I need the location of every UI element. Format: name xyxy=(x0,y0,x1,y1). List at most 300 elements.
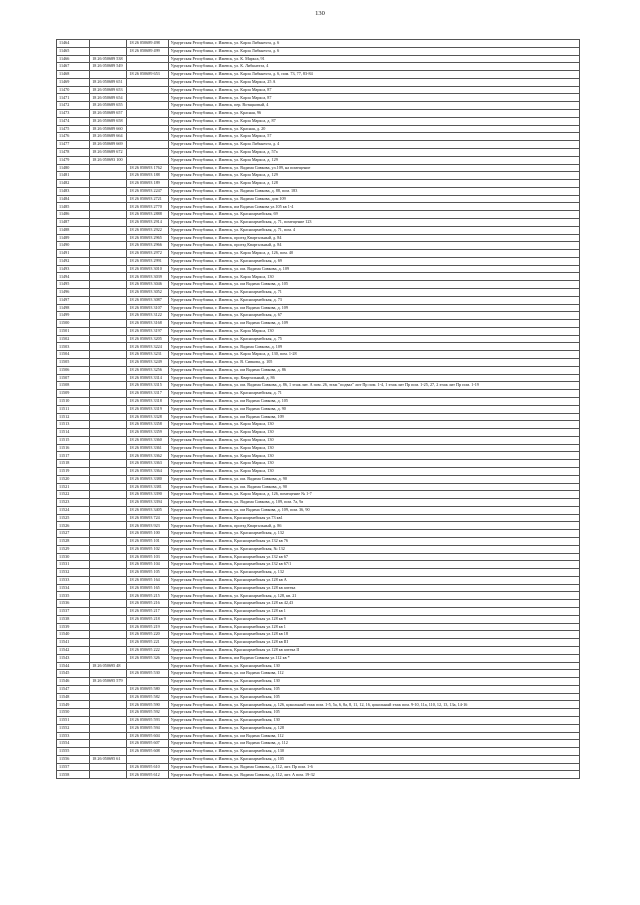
table-row xyxy=(57,538,580,546)
table-row xyxy=(57,397,580,405)
address-cell: Удмуртская Республика, г. Ижевск, ул. Красноармейская, д. 132 xyxy=(168,530,579,538)
cadastral-number-a-cell xyxy=(90,312,127,320)
cadastral-number-b-cell: 18 26 050693 3205 xyxy=(127,335,168,343)
table-row xyxy=(57,436,580,444)
row-number-cell: 11556 xyxy=(57,755,90,763)
cadastral-number-b-cell: 18 26 050695 103 xyxy=(127,553,168,561)
property-table xyxy=(56,39,580,779)
address-cell: Удмуртская Республика, г. Ижевск, ул. Красноармейская, д. 71, помещение 123 xyxy=(168,218,579,226)
cadastral-number-b-cell: 18 26 050693 2991 xyxy=(127,257,168,265)
address-cell: Удмуртская Республика, г. Ижевск, ул. им Вадима Сивкова, д. 86 xyxy=(168,366,579,374)
cadastral-number-a-cell xyxy=(90,234,127,242)
row-number-cell: 11552 xyxy=(57,724,90,732)
cadastral-number-b-cell: 18 26 050695 612 xyxy=(127,771,168,779)
table-row xyxy=(57,242,580,250)
address-cell: Удмуртская Республика, г. Ижевск, ул. им Вадима Сивкова, д. 109, пом. 36, 90 xyxy=(168,506,579,514)
cadastral-number-b-cell: 18 26 050695 610 xyxy=(127,763,168,771)
cadastral-number-a-cell xyxy=(90,467,127,475)
table-row xyxy=(57,187,580,195)
row-number-cell: 11550 xyxy=(57,709,90,717)
table-row xyxy=(57,553,580,561)
row-number-cell: 11479 xyxy=(57,156,90,164)
table-row xyxy=(57,203,580,211)
address-cell: Удмуртская Республика, г. Ижевск, ул. им Вадима Сивкова, 109 xyxy=(168,413,579,421)
address-cell: Удмуртская Республика, г. Ижевск, ул. им. Вадима Сивкова, д. 86, 1 этаж лит. А пом. 26, этаж "подвал" лит Пр пом. 1-4, 1 этаж лит Пр пом. 1-25, 27, 2 этаж лит Пр пом. 1-19 xyxy=(168,382,579,390)
cadastral-number-a-cell xyxy=(90,693,127,701)
address-cell: Удмуртская Республика, г. Ижевск, ул. Карла Маркса, 87 xyxy=(168,94,579,102)
table-row xyxy=(57,413,580,421)
table-row xyxy=(57,211,580,219)
cadastral-number-b-cell: 18 26 050693 3168 xyxy=(127,320,168,328)
cadastral-number-a-cell xyxy=(90,405,127,413)
address-cell: Удмуртская Республика, г. Ижевск, Красноармейская ул.132 кв 67 xyxy=(168,553,579,561)
cadastral-number-b-cell: 18 26 050693 3052 xyxy=(127,289,168,297)
address-cell: Удмуртская Республика, г. Ижевск, ул. Красноармейская, д. 73 xyxy=(168,296,579,304)
cadastral-number-a-cell xyxy=(90,242,127,250)
cadastral-number-b-cell: 18 26 050693 3362 xyxy=(127,452,168,460)
address-cell: Удмуртская Республика, г. Ижевск, ул. Карла Либкнехта, д. 6, пом. 73, 77, 83-84 xyxy=(168,71,579,79)
row-number-cell: 11544 xyxy=(57,662,90,670)
address-cell: Удмуртская Республика, г. Ижевск, проезд Квартальный, д. 84 xyxy=(168,234,579,242)
address-cell: Удмуртская Республика, г. Ижевск, ул. Красноармейская, № 132 xyxy=(168,545,579,553)
cadastral-number-a-cell xyxy=(90,491,127,499)
address-cell: Удмуртская Республика, г. Ижевск, ул. Карла Маркса, д. 126, пом. 40 xyxy=(168,250,579,258)
table-row xyxy=(57,351,580,359)
cadastral-number-b-cell: 18 26 050693 3107 xyxy=(127,304,168,312)
row-number-cell: 11482 xyxy=(57,180,90,188)
row-number-cell: 11539 xyxy=(57,623,90,631)
table-row xyxy=(57,475,580,483)
table-row xyxy=(57,716,580,724)
table-row xyxy=(57,78,580,86)
address-cell: Удмуртская Республика, г. Ижевск, ул. Красноармейская, д. 75 xyxy=(168,335,579,343)
table-row xyxy=(57,592,580,600)
table-row xyxy=(57,662,580,670)
cadastral-number-b-cell: 18 26 050693 3039 xyxy=(127,273,168,281)
table-row xyxy=(57,499,580,507)
cadastral-number-b-cell: 18 26 050693 2966 xyxy=(127,242,168,250)
row-number-cell: 11465 xyxy=(57,47,90,55)
row-number-cell: 11467 xyxy=(57,63,90,71)
cadastral-number-a-cell xyxy=(90,522,127,530)
page-number: 130 xyxy=(315,10,325,17)
cadastral-number-a-cell xyxy=(90,180,127,188)
cadastral-number-a-cell xyxy=(90,608,127,616)
address-cell: Удмуртская Республика, г. Ижевск, ул. Карла Маркса, 130 xyxy=(168,429,579,437)
address-cell: Удмуртская Республика, г. Ижевск, ул. Красноармейская, д. 71 xyxy=(168,390,579,398)
table-row xyxy=(57,429,580,437)
row-number-cell: 11545 xyxy=(57,670,90,678)
cadastral-number-a-cell: 18 26 050689 538 xyxy=(90,55,127,63)
cadastral-number-a-cell xyxy=(90,530,127,538)
cadastral-number-a-cell xyxy=(90,429,127,437)
table-row xyxy=(57,172,580,180)
row-number-cell: 11504 xyxy=(57,351,90,359)
cadastral-number-a-cell xyxy=(90,600,127,608)
table-row xyxy=(57,195,580,203)
row-number-cell: 11540 xyxy=(57,631,90,639)
row-number-cell: 11557 xyxy=(57,763,90,771)
row-number-cell: 11477 xyxy=(57,141,90,149)
cadastral-number-b-cell: 18 26 050693 2247 xyxy=(127,187,168,195)
address-cell: Удмуртская Республика, г. Ижевск, Красноармейская ул.128 кв III xyxy=(168,639,579,647)
table-row xyxy=(57,678,580,686)
table-row xyxy=(57,405,580,413)
cadastral-number-b-cell: 18 26 050693 3358 xyxy=(127,421,168,429)
cadastral-number-b-cell xyxy=(127,117,168,125)
cadastral-number-a-cell xyxy=(90,296,127,304)
row-number-cell: 11490 xyxy=(57,242,90,250)
address-cell: Удмуртская Республика, г. Ижевск, ул. им Вадима Сивкова, 112 xyxy=(168,732,579,740)
cadastral-number-b-cell: 18 26 050693 2972 xyxy=(127,250,168,258)
cadastral-number-a-cell: 18 26 050689 664 xyxy=(90,133,127,141)
address-cell: Удмуртская Республика, г. Ижевск, ул. Карла Маркса, 130 xyxy=(168,452,579,460)
cadastral-number-a-cell xyxy=(90,203,127,211)
row-number-cell: 11522 xyxy=(57,491,90,499)
row-number-cell: 11538 xyxy=(57,615,90,623)
table-row xyxy=(57,483,580,491)
cadastral-number-b-cell: 18 26 050695 164 xyxy=(127,576,168,584)
row-number-cell: 11471 xyxy=(57,94,90,102)
address-cell: Удмуртская Республика, г. Ижевск, ул. им. Вадима Сивкова, д. 90 xyxy=(168,483,579,491)
address-cell: Удмуртская Республика, г. Ижевск, им Вадима Сивкова ул.112 кв * xyxy=(168,654,579,662)
table-row xyxy=(57,366,580,374)
address-cell: Удмуртская Республика, г. Ижевск, ул. Красная, 96 xyxy=(168,110,579,118)
cadastral-number-a-cell xyxy=(90,374,127,382)
address-cell: Удмуртская Республика, г. Ижевск, ул. Карла Маркса, 130 xyxy=(168,467,579,475)
cadastral-number-b-cell: 18 26 050693 3087 xyxy=(127,296,168,304)
cadastral-number-a-cell xyxy=(90,545,127,553)
address-cell: Удмуртская Республика, г. Ижевск, ул. Красноармейская, д. 71, пом. 4 xyxy=(168,226,579,234)
cadastral-number-a-cell xyxy=(90,397,127,405)
row-number-cell: 11473 xyxy=(57,110,90,118)
cadastral-number-a-cell xyxy=(90,724,127,732)
table-row xyxy=(57,133,580,141)
cadastral-number-b-cell: 18 26 050693 189 xyxy=(127,180,168,188)
row-number-cell: 11548 xyxy=(57,693,90,701)
cadastral-number-a-cell xyxy=(90,359,127,367)
cadastral-number-a-cell: 18 26 050689 653 xyxy=(90,86,127,94)
row-number-cell: 11518 xyxy=(57,460,90,468)
cadastral-number-a-cell xyxy=(90,172,127,180)
cadastral-number-b-cell: 18 26 050695 530 xyxy=(127,670,168,678)
row-number-cell: 11537 xyxy=(57,608,90,616)
table-row xyxy=(57,327,580,335)
table-row xyxy=(57,491,580,499)
table-row xyxy=(57,467,580,475)
cadastral-number-a-cell xyxy=(90,514,127,522)
address-cell: Удмуртская Республика, г. Ижевск, ул. Карла Маркса, 130 xyxy=(168,327,579,335)
cadastral-number-a-cell xyxy=(90,289,127,297)
row-number-cell: 11503 xyxy=(57,343,90,351)
table-row xyxy=(57,320,580,328)
table-row xyxy=(57,296,580,304)
address-cell: Удмуртская Республика, г. Ижевск, ул. Карла Маркса, 25 А xyxy=(168,78,579,86)
cadastral-number-b-cell: 18 26 050695 220 xyxy=(127,631,168,639)
table-row xyxy=(57,71,580,79)
cadastral-number-b-cell xyxy=(127,55,168,63)
row-number-cell: 11526 xyxy=(57,522,90,530)
row-number-cell: 11512 xyxy=(57,413,90,421)
table-row xyxy=(57,763,580,771)
table-row xyxy=(57,506,580,514)
address-cell: Удмуртская Республика, г. Ижевск, ул. Вадима Сивкова, дом 109 xyxy=(168,195,579,203)
row-number-cell: 11484 xyxy=(57,195,90,203)
cadastral-number-a-cell xyxy=(90,670,127,678)
cadastral-number-b-cell: 18 26 050695 582 xyxy=(127,693,168,701)
cadastral-number-a-cell xyxy=(90,716,127,724)
cadastral-number-b-cell: 18 26 050695 102 xyxy=(127,545,168,553)
address-cell: Удмуртская Республика, г. Ижевск, пр. Квартальный, д. 86 xyxy=(168,374,579,382)
address-cell: Удмуртская Республика, г. Ижевск, ул. Красноармейская, 130 xyxy=(168,678,579,686)
cadastral-number-b-cell: 18 26 050693 1762 xyxy=(127,164,168,172)
address-cell: Удмуртская Республика, г. Ижевск, ул. Красноармейская, д. 126, цокольный этаж пом. 1-5, 5а, 6, 8а, 8, 11, 12, 16, цокольный этаж пом. 9-10, 11а, 110, 12, 13, 13а, 14-16 xyxy=(168,701,579,709)
address-cell: Удмуртская Республика, г. Ижевск, ул. Карла Маркса, 130 xyxy=(168,421,579,429)
address-cell: Удмуртская Республика, г. Ижевск, Красноармейская ул.132 кв 76 xyxy=(168,538,579,546)
table-row xyxy=(57,218,580,226)
table-row xyxy=(57,670,580,678)
cadastral-number-b-cell: 18 26 050695 604 xyxy=(127,732,168,740)
table-row xyxy=(57,125,580,133)
cadastral-number-a-cell xyxy=(90,195,127,203)
row-number-cell: 11523 xyxy=(57,499,90,507)
cadastral-number-b-cell: 18 26 050693 3364 xyxy=(127,467,168,475)
row-number-cell: 11528 xyxy=(57,538,90,546)
row-number-cell: 11485 xyxy=(57,203,90,211)
row-number-cell: 11493 xyxy=(57,265,90,273)
cadastral-number-a-cell xyxy=(90,71,127,79)
cadastral-number-b-cell: 18 26 050695 593 xyxy=(127,716,168,724)
cadastral-number-a-cell xyxy=(90,452,127,460)
cadastral-number-b-cell: 18 26 050693 3318 xyxy=(127,397,168,405)
address-cell: Удмуртская Республика, г. Ижевск, ул. им. Вадима Сивкова, д. 109 xyxy=(168,265,579,273)
address-cell: Удмуртская Республика, г. Ижевск, ул. Красная, д. 20 xyxy=(168,125,579,133)
cadastral-number-b-cell: 18 26 050695 217 xyxy=(127,608,168,616)
cadastral-number-a-cell xyxy=(90,740,127,748)
row-number-cell: 11525 xyxy=(57,514,90,522)
address-cell: Удмуртская Республика, г. Ижевск, ул. Красноармейская, 130 xyxy=(168,716,579,724)
row-number-cell: 11497 xyxy=(57,296,90,304)
table-row xyxy=(57,63,580,71)
cadastral-number-a-cell xyxy=(90,499,127,507)
table-row xyxy=(57,148,580,156)
cadastral-number-a-cell xyxy=(90,646,127,654)
row-number-cell: 11514 xyxy=(57,429,90,437)
row-number-cell: 11547 xyxy=(57,685,90,693)
table-row xyxy=(57,724,580,732)
table-row xyxy=(57,639,580,647)
table-row xyxy=(57,576,580,584)
table-row xyxy=(57,102,580,110)
cadastral-number-a-cell xyxy=(90,709,127,717)
cadastral-number-a-cell: 18 26 050689 657 xyxy=(90,110,127,118)
cadastral-number-b-cell: 18 26 050693 3315 xyxy=(127,382,168,390)
address-cell: Удмуртская Республика, г. Ижевск, ул. Красноармейская, 69 xyxy=(168,211,579,219)
cadastral-number-a-cell xyxy=(90,218,127,226)
address-cell: Удмуртская Республика, г. Ижевск, ул. Красноармейская, д. 105 xyxy=(168,755,579,763)
table-row xyxy=(57,55,580,63)
row-number-cell: 11551 xyxy=(57,716,90,724)
cadastral-number-b-cell: 18 26 050695 592 xyxy=(127,709,168,717)
cadastral-number-b-cell: 18 26 050695 219 xyxy=(127,623,168,631)
cadastral-number-a-cell xyxy=(90,701,127,709)
cadastral-number-b-cell: 18 26 050695 216 xyxy=(127,600,168,608)
table-row xyxy=(57,623,580,631)
address-cell: Удмуртская Республика, г. Ижевск, ул. им Вадима Сивкова, д. 90 xyxy=(168,405,579,413)
cadastral-number-a-cell: 18 26 050695 579 xyxy=(90,678,127,686)
table-row xyxy=(57,522,580,530)
cadastral-number-a-cell xyxy=(90,47,127,55)
address-cell: Удмуртская Республика, г. Ижевск, Красноармейская ул.128 кв аптека II xyxy=(168,646,579,654)
row-number-cell: 11529 xyxy=(57,545,90,553)
table-row xyxy=(57,117,580,125)
table-row xyxy=(57,561,580,569)
cadastral-number-b-cell: 18 26 050693 3390 xyxy=(127,491,168,499)
address-cell: Удмуртская Республика, г. Ижевск, Красноармейская ул.132 кв 67/1 xyxy=(168,561,579,569)
cadastral-number-a-cell xyxy=(90,475,127,483)
table-row xyxy=(57,289,580,297)
row-number-cell: 11494 xyxy=(57,273,90,281)
table-row xyxy=(57,226,580,234)
address-cell: Удмуртская Республика, г. Ижевск, пер. Вотяцковый, 4 xyxy=(168,102,579,110)
cadastral-number-b-cell: 18 26 050695 100 xyxy=(127,530,168,538)
address-cell: Удмуртская Республика, г. Ижевск, ул. Вадима Сивкова, д. 112, лит. Пр пом. 1-6 xyxy=(168,763,579,771)
cadastral-number-a-cell xyxy=(90,265,127,273)
row-number-cell: 11469 xyxy=(57,78,90,86)
cadastral-number-b-cell: 18 26 050693 3328 xyxy=(127,413,168,421)
cadastral-number-a-cell xyxy=(90,615,127,623)
table-row xyxy=(57,654,580,662)
address-cell: Удмуртская Республика, г. Ижевск, ул. Красноармейская, д. 128, кв. 21 xyxy=(168,592,579,600)
table-row xyxy=(57,545,580,553)
cadastral-number-b-cell xyxy=(127,86,168,94)
cadastral-number-b-cell: 18 26 050693 2965 xyxy=(127,234,168,242)
row-number-cell: 11501 xyxy=(57,327,90,335)
cadastral-number-b-cell: 18 26 050693 3314 xyxy=(127,374,168,382)
row-number-cell: 11521 xyxy=(57,483,90,491)
cadastral-number-b-cell: 18 26 050693 3231 xyxy=(127,351,168,359)
cadastral-number-b-cell xyxy=(127,678,168,686)
table-row xyxy=(57,257,580,265)
table-row xyxy=(57,86,580,94)
row-number-cell: 11541 xyxy=(57,639,90,647)
cadastral-number-a-cell xyxy=(90,273,127,281)
address-cell: Удмуртская Республика, г. Ижевск, ул. Вадима Сивкова, д. 112, лит. А пом. 19-32 xyxy=(168,771,579,779)
address-cell: Удмуртская Республика, г. Ижевск, ул. им Вадима Сивкова, д. 105 xyxy=(168,281,579,289)
table-row xyxy=(57,460,580,468)
address-cell: Удмуртская Республика, г. Ижевск, ул. Карла Маркса, 130 xyxy=(168,444,579,452)
address-cell: Удмуртская Республика, г. Ижевск, ул. Вадима Сивкова, д. 109, пом. 7а, 9а xyxy=(168,499,579,507)
address-cell: Удмуртская Республика, г. Ижевск, ул. Карла Маркса, д. 129 xyxy=(168,156,579,164)
cadastral-number-b-cell: 18 26 050695 105 xyxy=(127,569,168,577)
address-cell: Удмуртская Республика, г. Ижевск, ул. им Вадима Сивкова, д. 105 xyxy=(168,397,579,405)
row-number-cell: 11489 xyxy=(57,234,90,242)
address-cell: Удмуртская Республика, г. Ижевск, ул. Карла Либкнехта, д. 6 xyxy=(168,47,579,55)
table-row xyxy=(57,615,580,623)
cadastral-number-b-cell: 18 26 050693 3319 xyxy=(127,405,168,413)
cadastral-number-a-cell: 18 26 050689 549 xyxy=(90,63,127,71)
cadastral-number-a-cell xyxy=(90,187,127,195)
row-number-cell: 11464 xyxy=(57,40,90,48)
table-row xyxy=(57,40,580,48)
table-row xyxy=(57,343,580,351)
address-cell: Удмуртская Республика, г. Ижевск, ул. К. Маркса, 91 xyxy=(168,55,579,63)
cadastral-number-b-cell xyxy=(127,78,168,86)
row-number-cell: 11498 xyxy=(57,304,90,312)
table-row xyxy=(57,335,580,343)
row-number-cell: 11516 xyxy=(57,444,90,452)
address-cell: Удмуртская Республика, г. Ижевск, ул. Красноармейская, д. 132 xyxy=(168,569,579,577)
row-number-cell: 11513 xyxy=(57,421,90,429)
cadastral-number-b-cell: 18 26 050695 215 xyxy=(127,592,168,600)
cadastral-number-b-cell: 18 26 050695 104 xyxy=(127,561,168,569)
address-cell: Удмуртская Республика, г. Ижевск, ул. Вадима Сивкова, д. 109 xyxy=(168,343,579,351)
row-number-cell: 11510 xyxy=(57,397,90,405)
address-cell: Удмуртская Республика, г. Ижевск, ул. им. Вадима Сивкова, д. 90 xyxy=(168,475,579,483)
row-number-cell: 11491 xyxy=(57,250,90,258)
cadastral-number-b-cell: 18 26 050693 2922 xyxy=(127,226,168,234)
cadastral-number-a-cell xyxy=(90,538,127,546)
row-number-cell: 11524 xyxy=(57,506,90,514)
row-number-cell: 11468 xyxy=(57,71,90,79)
cadastral-number-b-cell: 18 26 050693 3224 xyxy=(127,343,168,351)
address-cell: Удмуртская Республика, г. Ижевск, им Вадима Сивкова ул.105 кв 1-4 xyxy=(168,203,579,211)
cadastral-number-a-cell xyxy=(90,40,127,48)
table-row xyxy=(57,584,580,592)
table-row xyxy=(57,180,580,188)
row-number-cell: 11486 xyxy=(57,211,90,219)
table-row xyxy=(57,685,580,693)
cadastral-number-b-cell: 18 26 050693 3361 xyxy=(127,444,168,452)
cadastral-number-b-cell xyxy=(127,133,168,141)
address-cell: Удмуртская Республика, г. Ижевск, ул. им Вадима Сивкова, д. 109 xyxy=(168,304,579,312)
table-row xyxy=(57,359,580,367)
row-number-cell: 11558 xyxy=(57,771,90,779)
cadastral-number-a-cell xyxy=(90,436,127,444)
cadastral-number-a-cell xyxy=(90,732,127,740)
table-row xyxy=(57,631,580,639)
cadastral-number-a-cell: 18 26 050693 100 xyxy=(90,156,127,164)
cadastral-number-a-cell xyxy=(90,366,127,374)
table-row xyxy=(57,273,580,281)
table-row xyxy=(57,421,580,429)
row-number-cell: 11535 xyxy=(57,592,90,600)
table-row xyxy=(57,771,580,779)
cadastral-number-b-cell xyxy=(127,755,168,763)
cadastral-number-a-cell: 18 26 050689 660 xyxy=(90,125,127,133)
address-cell: Удмуртская Республика, г. Ижевск, Красноармейская ул.128 кв А xyxy=(168,576,579,584)
cadastral-number-a-cell xyxy=(90,763,127,771)
cadastral-number-a-cell xyxy=(90,444,127,452)
cadastral-number-a-cell xyxy=(90,211,127,219)
cadastral-number-a-cell xyxy=(90,413,127,421)
row-number-cell: 11508 xyxy=(57,382,90,390)
row-number-cell: 11536 xyxy=(57,600,90,608)
cadastral-number-a-cell xyxy=(90,343,127,351)
cadastral-number-a-cell xyxy=(90,639,127,647)
address-cell: Удмуртская Республика, г. Ижевск, Красноармейская ул.128 кв 18 xyxy=(168,631,579,639)
address-cell: Удмуртская Республика, г. Ижевск, ул. им Вадима Сивкова, д. 109 xyxy=(168,320,579,328)
address-cell: Удмуртская Республика, г. Ижевск, ул. Красноармейская, д. 130 xyxy=(168,748,579,756)
cadastral-number-a-cell xyxy=(90,623,127,631)
cadastral-number-b-cell: 18 26 050693 3317 xyxy=(127,390,168,398)
address-cell: Удмуртская Республика, г. Ижевск, Красноармейская ул.128 кв аптека xyxy=(168,584,579,592)
cadastral-number-a-cell xyxy=(90,257,127,265)
address-cell: Удмуртская Республика, г. Ижевск, ул. им Вадима Сивкова, д. 112 xyxy=(168,740,579,748)
cadastral-number-a-cell: 18 26 050689 654 xyxy=(90,94,127,102)
address-cell: Удмуртская Республика, г. Ижевск, ул. К. Либкнехта, 4 xyxy=(168,63,579,71)
cadastral-number-b-cell: 18 26 050693 3405 xyxy=(127,506,168,514)
